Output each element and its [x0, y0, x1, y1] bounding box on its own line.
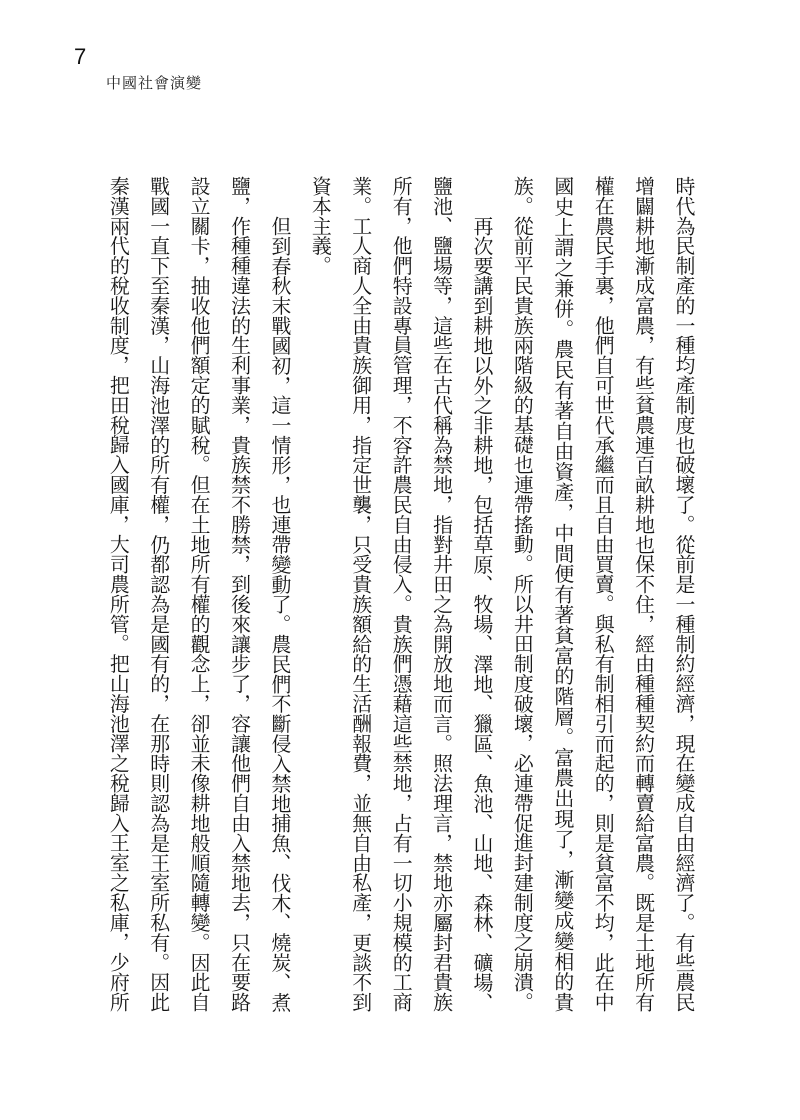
vertical-body-text — [103, 176, 703, 1012]
paragraph-1: 時代為民制產的一種均產制度也破壞了。從前是一種制約經濟，現在變成自由經濟了。有些農民增闢耕地漸成富農，有些貧農連百畝耕地也保不住，經由種種契約而轉賣給富農。既是土地所有權在農民手裏，他們自可世代承繼而且自由買賣。與私有制相引而起的，則是貧富不均，此在中國史上謂之兼併。農民有著自由資產，中間便有著貧富的階層。富農出現了，漸變成變相的貴族。從前平民貴族兩階級的基礎也連帶搖動。所以井田制度破壞，必連帶促進封建制度之崩潰。 — [510, 176, 695, 1012]
paragraph-3: 但到春秋末戰國初，這一情形，也連帶變動了。農民們不斷侵入禁地捕魚、伐木、燒炭、煮鹽，作種種違法的生利事業，貴族禁不勝禁，到後來讓步了，容讓他們自由入禁地去，只在要路設立關卡，抽收他們額定的賦稅。但在土地所有權的觀念上，卻並未像耕地般順隨轉變。因此自戰國一直下至秦漢，山海池澤的所有權，仍都認為是國有的，在那時則認為是王室所私有。因此秦漢兩代的稅收制度，把田稅歸入國庫，大司農所管。把山海池澤之稅歸入王室之私庫，少府所 — [106, 176, 291, 1012]
page-number: 7 — [74, 44, 87, 69]
running-head-title: 中國社會演變 — [106, 74, 203, 92]
paragraph-2: 再次要講到耕地以外之非耕地，包括草原、牧場、澤地、獵區、魚池、山地、森林、礦場、鹽池、鹽場等，這些在古代稱為禁地，指對井田之為開放地而言。照法理言，禁地亦屬封君貴族所有，他們特設專員管理，不容許農民自由侵入。貴族們憑藉這些禁地，占有一切小規模的工商業。工人商人全由貴族御用，指定世襲，只受貴族額給的生活酬報費，並無自由私產，更談不到資本主義。 — [308, 176, 493, 1012]
